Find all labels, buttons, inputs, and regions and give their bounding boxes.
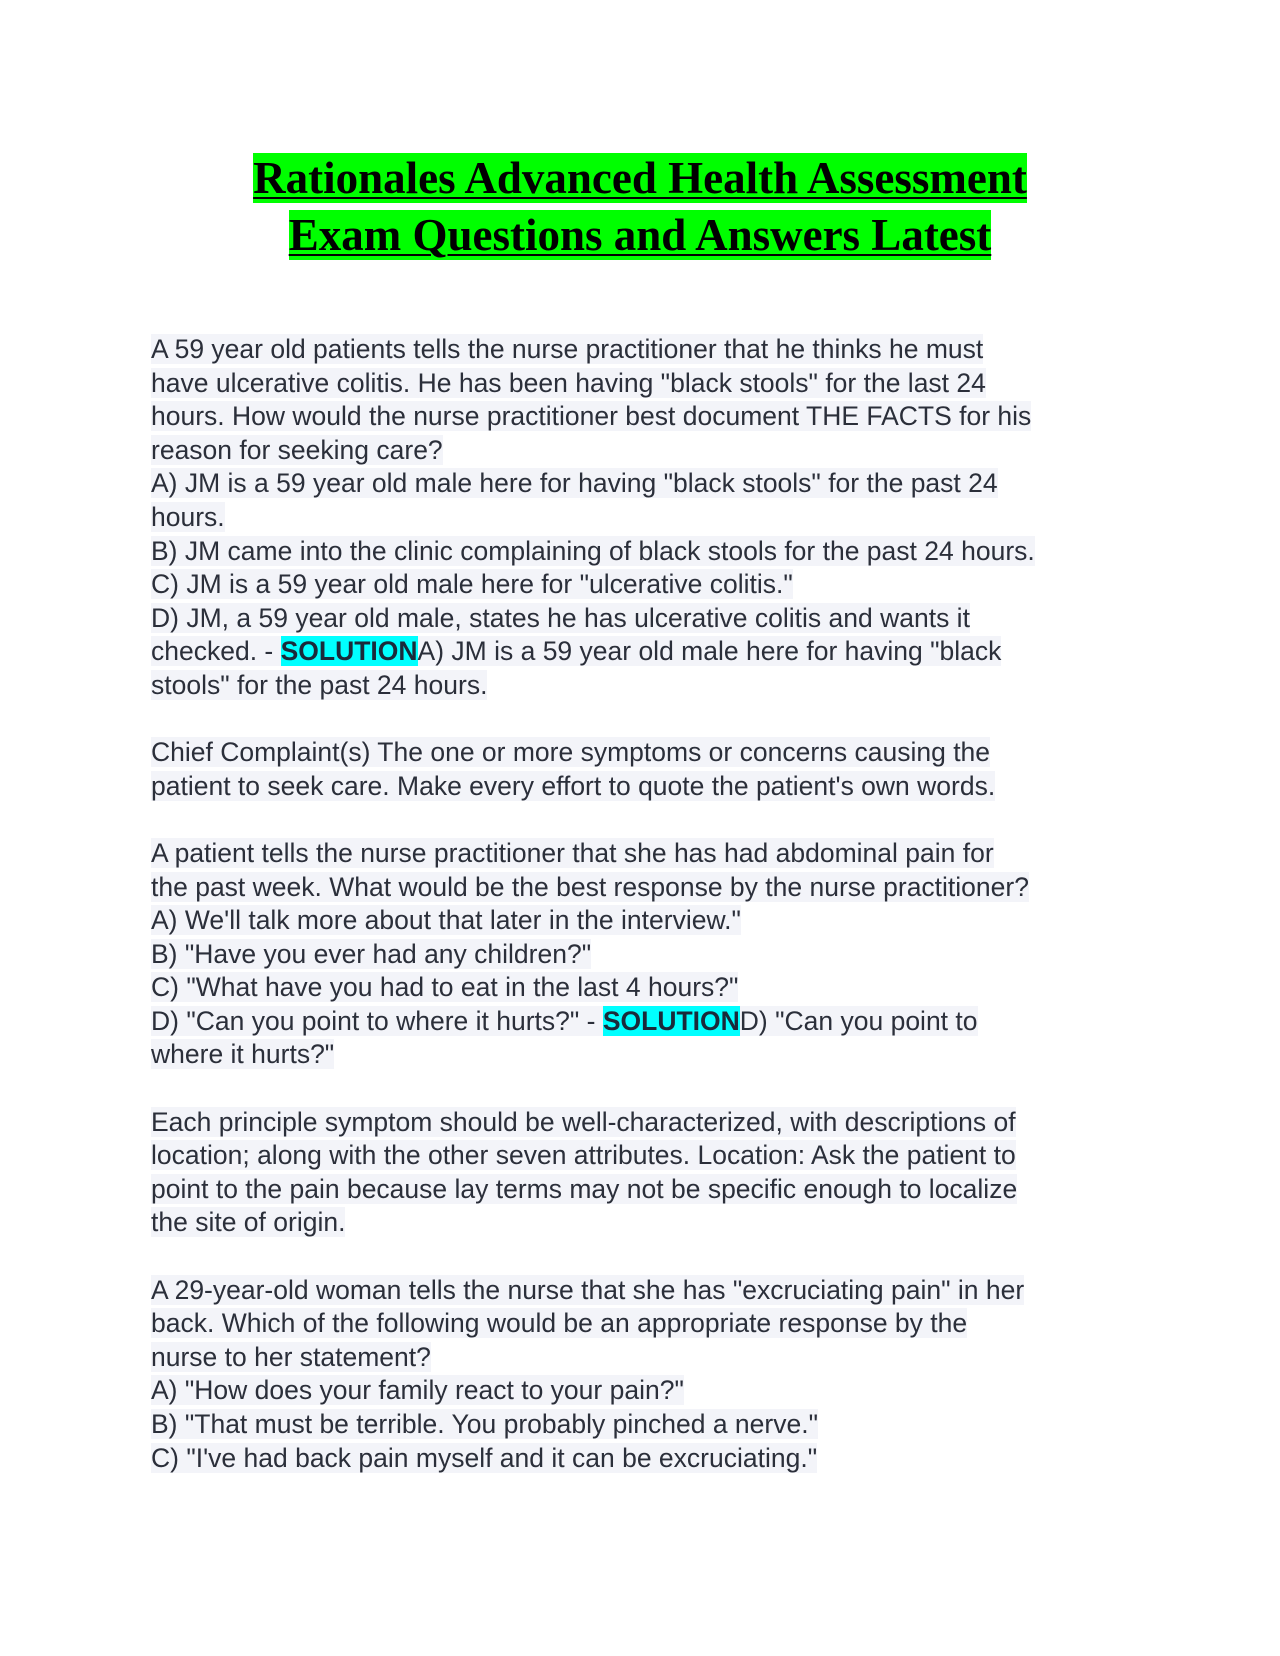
text-line [151,736,1141,770]
paragraph [151,736,1141,803]
line-text: have ulcerative colitis. He has been having "black stools" for the last 24 [151,367,986,398]
line-text: hours. How would the nurse practitioner best document THE FACTS for his [151,401,1032,432]
line-text: A 59 year old patients tells the nurse practitioner that he thinks he must [151,334,984,364]
text-line [151,434,1141,468]
text-line [151,635,1141,669]
solution-label: SOLUTION [280,636,418,667]
line-text-after-solution: A) JM is a 59 year old male here for having "black [417,636,1002,667]
line-text: C) "What have you had to eat in the last 4 hours?" [151,972,739,1003]
line-text: point to the pain because lay terms may not be specific enough to localize [151,1173,1018,1204]
title-line-2: Exam Questions and Answers Latest [288,210,992,260]
text-line [151,367,1141,401]
text-line [151,938,1141,972]
solution-label: SOLUTION [602,1005,740,1036]
text-line [151,837,1141,871]
text-line [151,400,1141,434]
text-line [151,1106,1141,1140]
paragraph [151,837,1141,1072]
text-line [151,1341,1141,1375]
text-line [151,602,1141,636]
text-line [151,1005,1141,1039]
line-text: B) "Have you ever had any children?" [151,938,592,969]
line-text: D) JM, a 59 year old male, states he has ulcerative colitis and wants it [151,602,970,633]
line-text: A) We'll talk more about that later in the interview." [151,905,741,936]
text-line [151,501,1141,535]
line-text: C) "I've had back pain myself and it can be excruciating." [151,1442,818,1473]
line-text-before-solution: checked. - [151,636,281,667]
text-line [151,467,1141,501]
text-line [151,568,1141,602]
text-line [151,1374,1141,1408]
line-text: back. Which of the following would be an appropriate response by the [151,1308,968,1339]
line-text: B) JM came into the clinic complaining of black stools for the past 24 hours. [151,535,1035,566]
text-line [151,1206,1141,1240]
text-line [151,971,1141,1005]
line-text: reason for seeking care? [151,434,443,465]
line-text: Each principle symptom should be well-characterized, with descriptions of [151,1106,1016,1137]
text-line [151,669,1141,703]
text-line [151,1307,1141,1341]
line-text: the site of origin. [151,1207,346,1238]
line-text: location; along with the other seven attributes. Location: Ask the patient to [151,1140,1016,1171]
line-text-after-solution: D) "Can you point to [739,1005,978,1036]
line-text: where it hurts?" [151,1039,335,1070]
line-text-before-solution: D) "Can you point to where it hurts?" - [151,1005,603,1036]
text-line [151,871,1141,905]
text-line [151,333,1141,367]
line-text: A 29-year-old woman tells the nurse that she has "excruciating pain" in her [151,1274,1025,1305]
line-text: stools" for the past 24 hours. [151,669,488,700]
text-line [151,535,1141,569]
line-text: A patient tells the nurse practitioner that she has had abdominal pain for [151,837,994,868]
text-line [151,1442,1141,1476]
line-text: A) "How does your family react to your pain?" [151,1375,684,1406]
text-line [151,1274,1141,1308]
text-line [151,1139,1141,1173]
line-text: nurse to her statement? [151,1341,431,1372]
document-title [150,150,1130,264]
line-text: C) JM is a 59 year old male here for "ulcerative colitis." [151,569,793,600]
paragraph [151,333,1141,703]
text-line [151,1173,1141,1207]
text-line [151,770,1141,804]
paragraph [151,1274,1141,1476]
line-text: Chief Complaint(s) The one or more symptoms or concerns causing the [151,737,991,768]
line-text: patient to seek care. Make every effort to quote the patient's own words. [151,770,996,801]
text-line [151,904,1141,938]
line-text: B) "That must be terrible. You probably pinched a nerve." [151,1409,818,1439]
line-text: hours. [151,501,225,532]
document-body [151,333,1141,1509]
text-line [151,1408,1141,1442]
line-text: A) JM is a 59 year old male here for having "black stools" for the past 24 [151,468,998,499]
title-line-1: Rationales Advanced Health Assessment [253,153,1027,203]
paragraph [151,1106,1141,1240]
text-line [151,1038,1141,1072]
line-text: the past week. What would be the best response by the nurse practitioner? [151,871,1029,902]
